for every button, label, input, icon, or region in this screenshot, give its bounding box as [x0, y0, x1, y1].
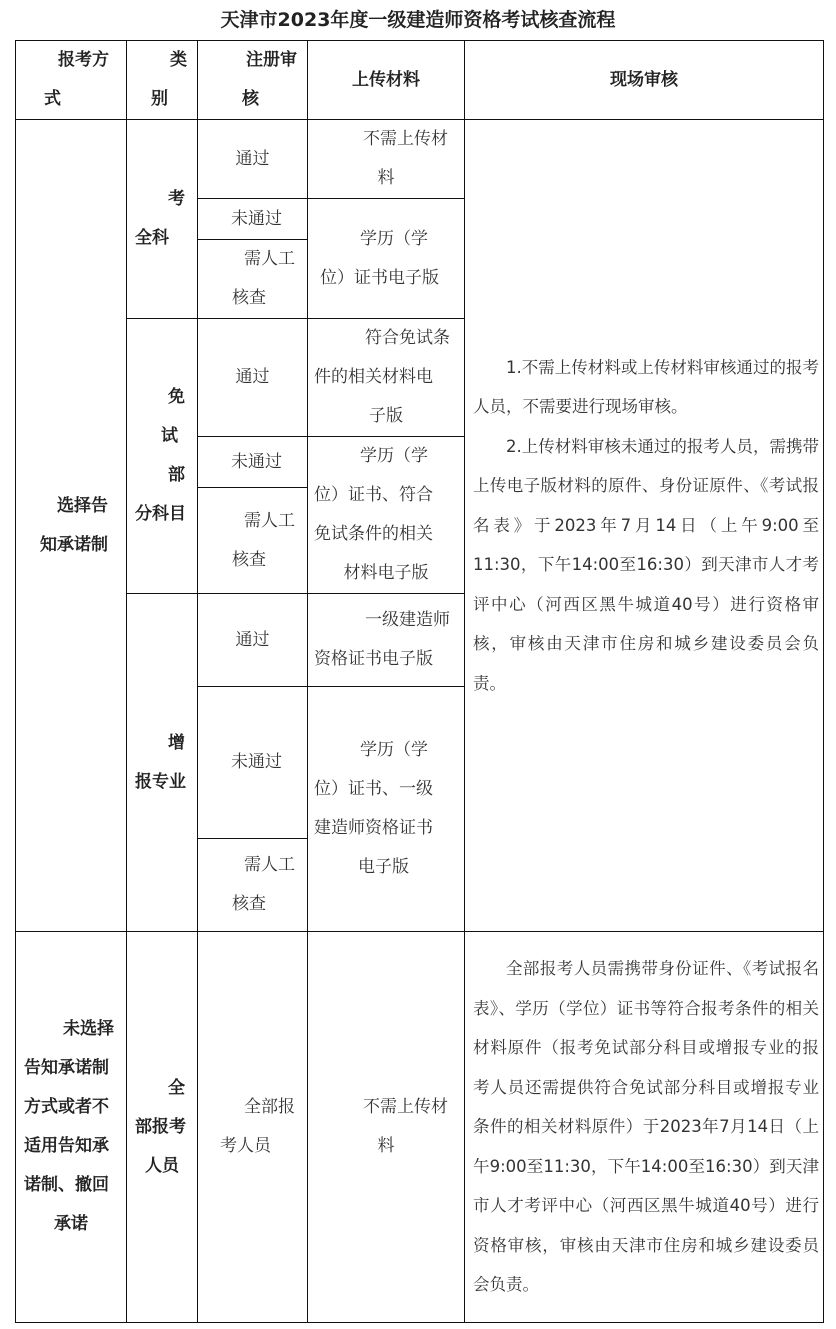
- materials-exemption-docs: 符合免试条 件的相关材料电 子版: [307, 318, 465, 437]
- header-upload-materials: 上传材料: [307, 40, 465, 120]
- category-full-subjects: 考 全科: [126, 119, 198, 319]
- method-commitment: 选择告 知承诺制: [15, 119, 127, 932]
- review-fail: 未通过: [197, 436, 308, 488]
- onsite-review-commitment: [464, 119, 824, 932]
- materials-none: 不需上传材 料: [307, 119, 465, 199]
- category-all-applicants: 全 部报考 人员: [126, 931, 198, 1323]
- header-registration-review: 注册审 核: [197, 40, 308, 120]
- review-fail: 未通过: [197, 198, 308, 240]
- review-manual: 需人工 核查: [197, 239, 308, 319]
- review-pass: 通过: [197, 593, 308, 687]
- review-fail: 未通过: [197, 686, 308, 839]
- review-manual: 需人工 核查: [197, 487, 308, 594]
- onsite-note-all: 全部报考人员需携带身份证件、《考试报名表》、学历（学位）证书等符合报考条件的相关材料原件（报考免试部分科目或增报专业的报考人员还需提供符合免试部分科目或增报专业条件的相关材料原件）于2023年7月14日（上午9:00至11:30，下午14:00至16:30）到天津市人才考评中心（河西区黑牛城道40号）进行资格审核，审核由天津市住房和城乡建设委员会负责。: [473, 959, 819, 1295]
- review-pass: 通过: [197, 119, 308, 199]
- method-no-commitment: 未选择 告知承诺制 方式或者不 适用告知承 诺制、撤回 承诺: [15, 931, 127, 1323]
- materials-diploma-exemption: 学历（学 位）证书、符合 免试条件的相关 材料电子版: [307, 436, 465, 594]
- header-method: 报考方 式: [15, 40, 127, 120]
- document-title: 天津市2023年度一级建造师资格考试核查流程: [220, 9, 616, 31]
- review-pass: 通过: [197, 318, 308, 437]
- onsite-note-1: 1.不需上传材料或上传材料审核通过的报考人员，不需要进行现场审核。: [473, 357, 819, 417]
- header-category: 类 别: [126, 40, 198, 120]
- review-all-applicants: 全部报 考人员: [197, 931, 308, 1323]
- review-manual: 需人工 核查: [197, 838, 308, 932]
- onsite-review-no-commitment: [464, 931, 824, 1323]
- materials-diploma-certificate: 学历（学 位）证书、一级 建造师资格证书 电子版: [307, 686, 465, 932]
- onsite-note-2: 2.上传材料审核未通过的报考人员，需携带上传电子版材料的原件、身份证原件、《考试报名表》于2023年7月14日（上午9:00至11:30，下午14:00至16:30）到天津市人才考评中心（河西区黑牛城道40号）进行资格审核，审核由天津市住房和城乡建设委员会负责。: [473, 436, 819, 693]
- materials-certificate: 一级建造师 资格证书电子版: [307, 593, 465, 687]
- category-exempt-subjects: 免 试 部 分科目: [126, 318, 198, 594]
- materials-none: 不需上传材 料: [307, 931, 465, 1323]
- category-additional-major: 增 报专业: [126, 593, 198, 932]
- header-onsite-review: 现场审核: [464, 40, 824, 120]
- materials-diploma: 学历（学 位）证书电子版: [307, 198, 465, 319]
